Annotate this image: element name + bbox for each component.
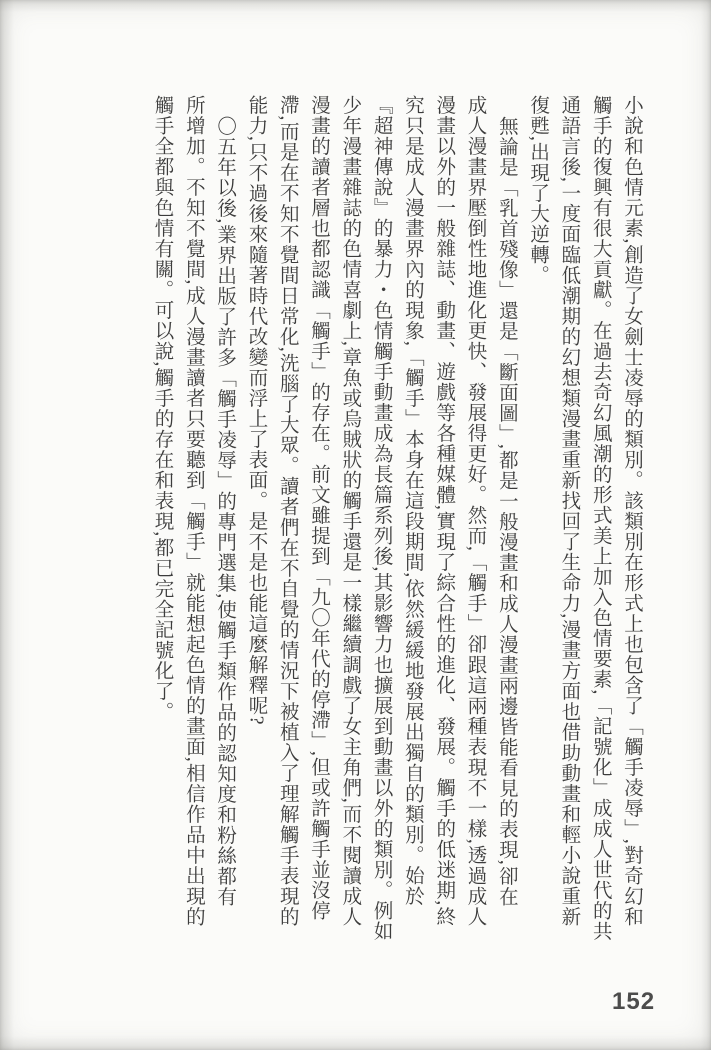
text-column: 通語言後,一度面臨低潮期的幻想類漫畫重新找回了生命力,漫畫方面也借助動畫和輕小說重新 <box>558 95 580 927</box>
vertical-text-block <box>146 95 647 957</box>
page-edge-shadow-right <box>701 0 711 1050</box>
text-column: 所增加。不知不覺間,成人漫畫讀者只要聽到「觸手」就能想起色情的畫面,相信作品中出現的 <box>182 95 204 927</box>
page-edge-shadow-left <box>0 0 14 1050</box>
text-column-paragraph-start: 〇五年以後,業界出版了許多「觸手凌辱」的專門選集,使觸手類作品的認知度和粉絲都有 <box>214 115 236 907</box>
text-column: 『超神傳說』的暴力・色情觸手動畫成為長篇系列後,其影響力也擴展到動畫以外的類別。例如 <box>370 95 392 942</box>
text-column: 小說和色情元素,創造了女劍士凌辱的類別。該類別在形式上也包含了「觸手凌辱」,對奇幻和 <box>621 95 642 927</box>
text-column: 觸手的復興有很大貢獻。在過去奇幻風潮的形式美上加入色情要素,「記號化」成成人世代的共 <box>589 95 611 942</box>
text-column: 觸手全都與色情有關。可以說,觸手的存在和表現,都已完全記號化了。 <box>151 95 173 722</box>
text-column: 漫畫的讀者層也都認識「觸手」的存在。前文雖提到「九〇年代的停滯」,但或許觸手並沒停 <box>308 95 330 921</box>
page-edge-shadow-top <box>0 0 711 12</box>
page-edge-shadow-bottom <box>0 1036 711 1050</box>
text-column: 滯,而是在不知不覺間日常化,洗腦了大眾。讀者們在不自覺的情況下被植入了理解觸手表現的 <box>276 95 298 927</box>
page-number: 152 <box>612 988 656 1015</box>
text-column: 少年漫畫雜誌的色情喜劇上,章魚或烏賊狀的觸手還是一樣繼續調戲了女主角們,而不閱讀成人 <box>339 95 361 927</box>
text-column: 成人漫畫界壓倒性地進化更快、發展得更好。然而,「觸手」卻跟這兩種表現不一樣,透過成人 <box>464 95 486 927</box>
text-column: 究只是成人漫畫界內的現象,「觸手」本身在這段期間,依然緩緩地發展出獨自的類別。始於 <box>401 95 423 907</box>
text-column: 能力,只不過後來隨著時代改變而浮上了表面。是不是也能這麼解釋呢? <box>245 95 267 726</box>
text-column-paragraph-start: 無論是「乳首殘像」還是「斷面圖」,都是一般漫畫和成人漫畫兩邊皆能看見的表現,卻在 <box>495 115 517 907</box>
text-column: 漫畫以外的一般雜誌、動畫、遊戲等各種媒體,實現了綜合性的進化、發展。觸手的低迷期,終 <box>433 95 455 927</box>
text-column: 復甦,出現了大逆轉。 <box>527 95 549 286</box>
